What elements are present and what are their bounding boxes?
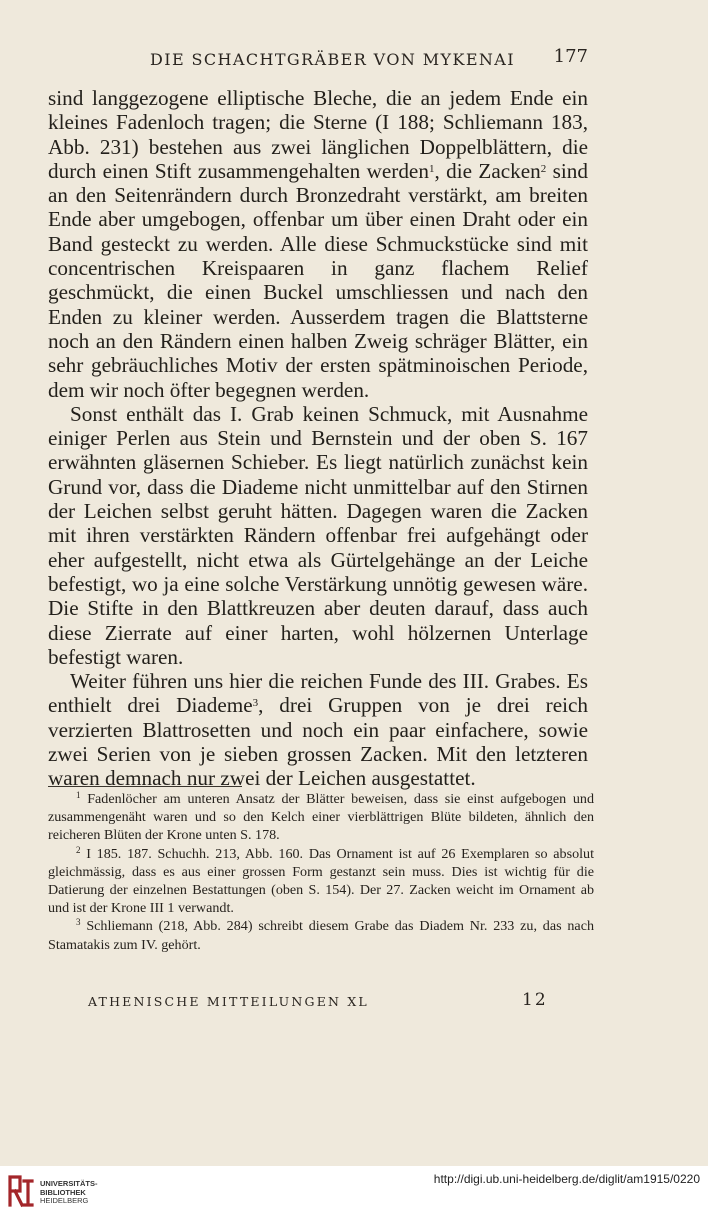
footnote-ref-1: 1 <box>428 162 435 175</box>
footnote-2: $^2$ I 185. 187. Schuchh. 213, Abb. 160. Das Ornament ist auf 26 Exemplaren so absolut gleichmässig, dass es aus einer grossen Form gestanzt sein muss. Dies ist wichtig für die Datierung der einzelnen Bestattungen (oben S. 154). Der 27. Zacken weicht im Ornament ab und ist der Krone III 1 verwandt. <box>48 844 594 917</box>
footnote-rule <box>48 786 242 787</box>
source-url[interactable]: http://digi.ub.uni-heidelberg.de/diglit/am1915/0220 <box>433 1172 700 1186</box>
running-title: DIE SCHACHTGRÄBER VON MYKENAI <box>150 50 515 69</box>
paragraph-1: sind langgezogene elliptische Bleche, die an jedem Ende ein kleines Fadenloch tragen; die Sterne (I 188; Schliemann 183, Abb. 231) bestehen aus zwei länglichen Doppelblättern, die durch einen Stift zusammengehalten werden$^1$, die Zacken$^2$ sind an den Seitenrändern durch Bronzedraht verstärkt, am breiten Ende aber umgebogen, offenbar um über einen Draht oder ein Band gesteckt zu werden. Alle diese Schmuckstücke sind mit concentrischen Kreispaaren in ganz flachem Relief geschmückt, die einen Buckel umschliessen und nach den Enden zu kleiner werden. Ausserdem tragen die Blattsterne noch an den Rändern einen halben Zweig schräger Blätter, ein sehr gebräuchliches Motiv der ersten spätminoischen Periode, dem wir noch öfter begegnen werden. <box>48 86 588 402</box>
main-text <box>48 86 588 791</box>
footnote-3: $^3$ Schliemann (218, Abb. 284) schreibt diesem Grabe das Diadem Nr. 233 zu, das nach Stamatakis zum IV. gehört. <box>48 917 594 953</box>
paragraph-2: Sonst enthält das I. Grab keinen Schmuck, mit Ausnahme einiger Perlen aus Stein und Bernstein und der oben S. 167 erwähnten gläsernen Schieber. Es liegt natürlich zunächst kein Grund vor, dass die Diademe nicht unmittelbar auf den Stirnen der Leichen selbst geruht hätten. Dagegen waren die Zacken mit ihren verstärkten Rändern offenbar frei aufgehängt oder eher aufgestellt, nicht etwa als Gürtelgehänge an der Leiche befestigt, wo ja eine solche Verstärkung unnötig gewesen wäre. Die Stifte in den Blattkreuzen aber deuten darauf, dass auch diese Zierrate auf einer harten, wohl hölzernen Unterlage befestigt waren. <box>48 401 588 669</box>
page-header <box>48 46 588 74</box>
page-number: 177 <box>553 46 588 67</box>
signature-mark: ATHENISCHE MITTEILUNGEN XL <box>88 994 369 1009</box>
footnote-ref-3: 3 <box>252 697 259 710</box>
footnote-1: $^1$ Fadenlöcher am unteren Ansatz der Blätter beweisen, dass sie einst aufgebogen und zusammengenäht waren und so den Kelch einer vierblättrigen Blüte bildeten, ähnlich den reicheren Blüten der Krone unten S. 178. <box>48 790 594 844</box>
library-name: UNIVERSITÄTS- BIBLIOTHEK HEIDELBERG <box>40 1179 98 1205</box>
signature-number: 12 <box>522 990 548 1010</box>
paragraph-3: Weiter führen uns hier die reichen Funde des III. Grabes. Es enthielt drei Diademe$^3$, drei Gruppen von je drei reich verzierten Blattrosetten und noch ein paar einfachere, sowie zwei Serien von je sieben grossen Zacken. Mit den letzteren waren demnach nur zwei der Leichen ausgestattet. <box>48 669 588 791</box>
footnotes <box>48 790 594 954</box>
footnote-ref-2: 2 <box>540 162 547 175</box>
library-logo-icon <box>6 1173 36 1209</box>
